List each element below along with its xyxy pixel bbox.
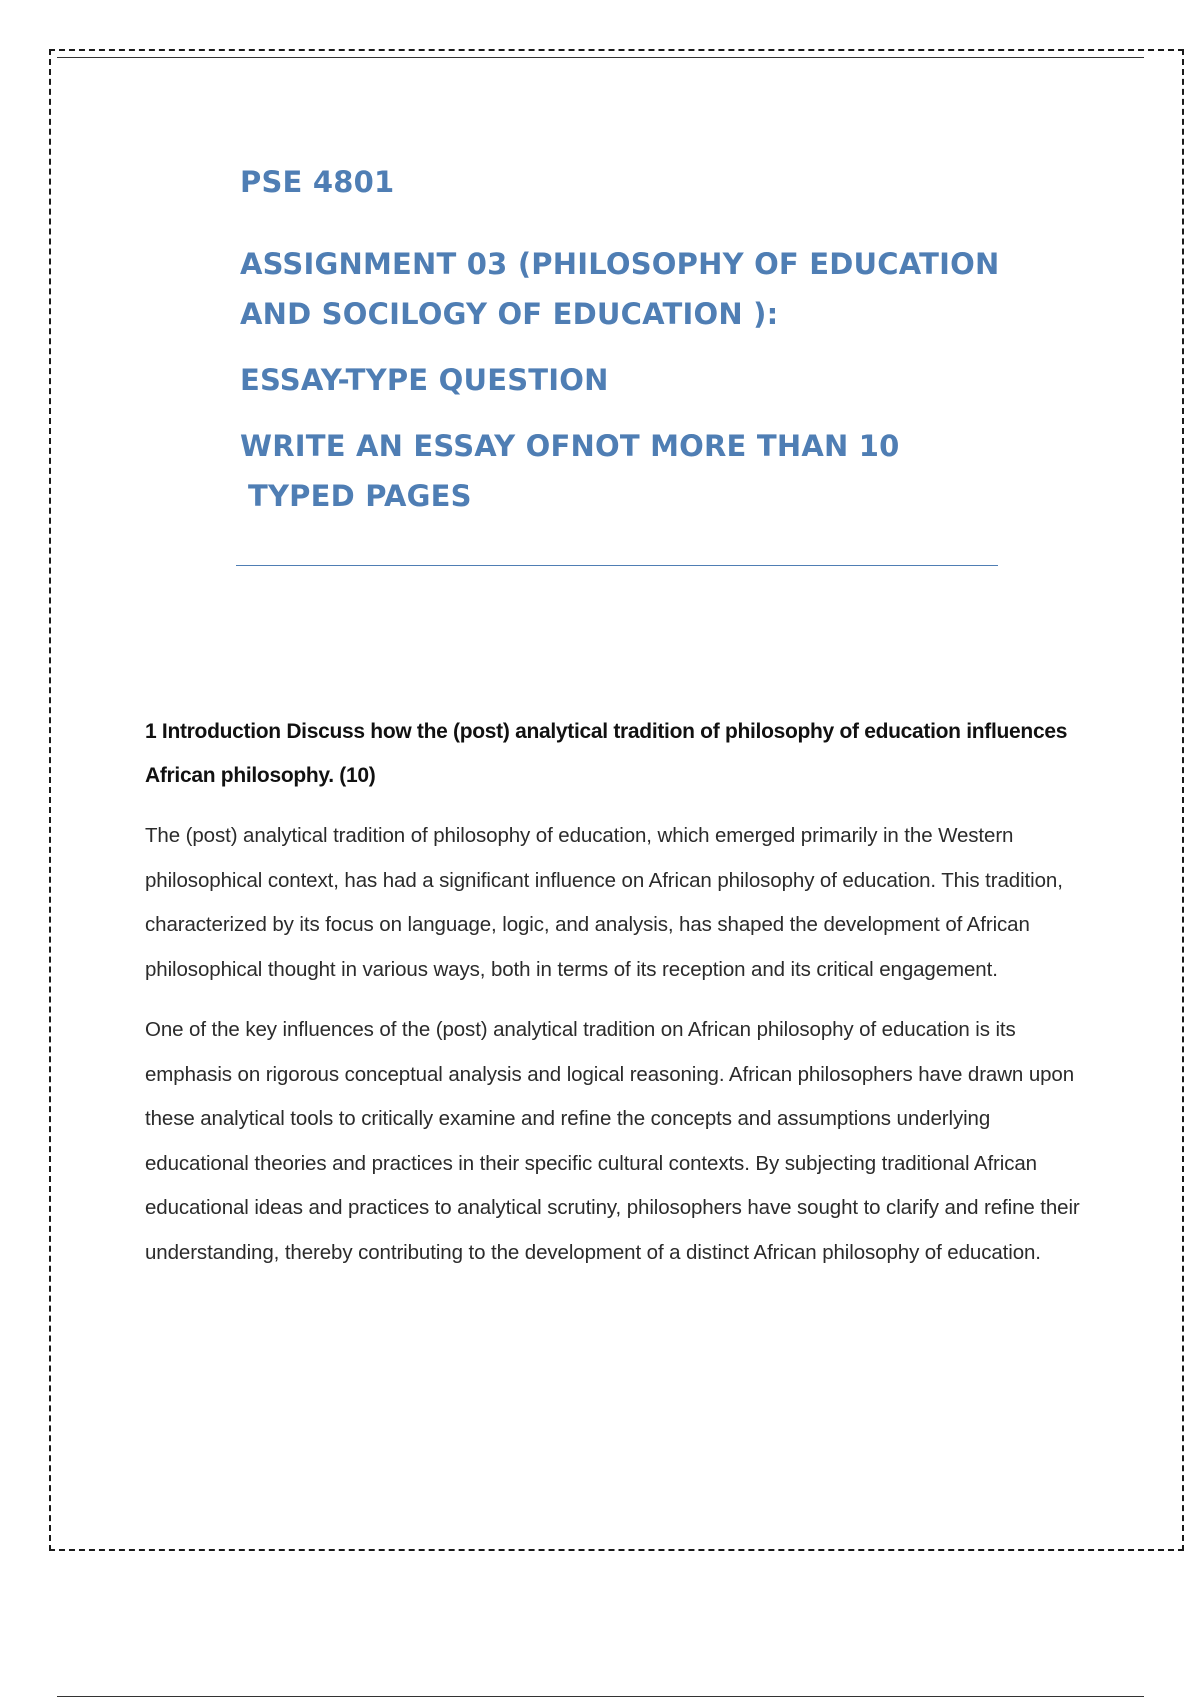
course-code: PSE 4801 (240, 165, 395, 199)
top-rule (57, 57, 1144, 58)
title-block (240, 165, 1000, 521)
paragraph-2: One of the key influences of the (post) analytical tradition on African philosophy of education is its emphasis on rigorous conceptual analysis and logical reasoning. African philosophers have drawn upon these analytical tools to critically examine and refine the concepts and assumptions underlying educational theories and practices in their specific cultural contexts. By subjecting traditional African educational ideas and practices to analytical scrutiny, philosophers have sought to clarify and refine their understanding, thereby contributing to the development of a distinct African philosophy of education. (145, 1018, 1080, 1264)
question-heading: 1 Introduction Discuss how the (post) analytical tradition of philosophy of education influences African philosophy. (10) (145, 720, 1068, 787)
essay-type-heading: ESSAY-TYPE QUESTION (240, 363, 609, 397)
essay-content (145, 710, 1095, 1291)
next-page-top-rule (57, 1696, 1144, 1697)
title-divider (236, 565, 998, 566)
assignment-title: ASSIGNMENT 03 (PHILOSOPHY OF EDUCATION AND SOCILOGY OF EDUCATION ): (240, 247, 1000, 331)
essay-instruction: WRITE AN ESSAY OFNOT MORE THAN 10 TYPED PAGES (240, 429, 900, 513)
paragraph-1: The (post) analytical tradition of philosophy of education, which emerged primarily in the Western philosophical context, has had a significant influence on African philosophy of education. This tradition, characterized by its focus on language, logic, and analysis, has shaped the development of African philosophical thought in various ways, both in terms of its reception and its critical engagement. (145, 824, 1063, 981)
